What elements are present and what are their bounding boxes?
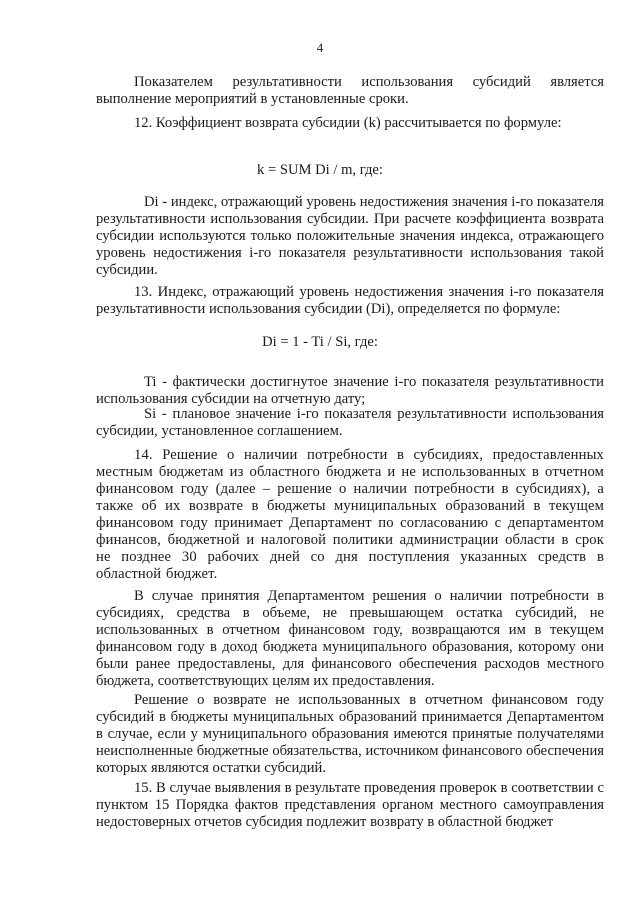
paragraph-13: 13. Индекс, отражающий уровень недостижения значения i-го показателя результативности использования субсидии (Di), определяется по формуле: — [96, 284, 604, 317]
paragraph-15: 15. В случае выявления в результате проведения проверок в соответствии с пунктом 15 Порядка фактов представления органом местного самоуправления недостоверных отчетов субсидия подлежит возврату в областной бюджет — [96, 780, 604, 830]
paragraph-14: 14. Решение о наличии потребности в субсидиях, предоставленных местным бюджетам из областного бюджета и не использованных в отчетном финансовом году (далее – решение о наличии потребности в субсидиях), а также об их возврате в бюджеты муниципальных образований в текущем финансовом году принимает Департамент по согласованию с департаментом финансов, бюджетной и налоговой политики администрации области в срок не позднее 30 рабочих дней со дня поступления указанных средств в областной бюджет. — [96, 447, 604, 582]
paragraph-si-definition: Si - плановое значение i-го показателя результативности использования субсидии, установленное соглашением. — [96, 406, 604, 439]
formula-k: k = SUM Di / m, где: — [257, 162, 383, 178]
paragraph-12: 12. Коэффициент возврата субсидии (k) рассчитывается по формуле: — [134, 115, 562, 131]
paragraph-14-case: В случае принятия Департаментом решения о наличии потребности в субсидиях, средства в объеме, не превышающем остатка субсидий, не использованных в отчетном финансовом году, возвращаются им в текущем финансовом году в доход бюджета муниципального образования, которому они были ранее предоставлены, для финансового обеспечения расходов местного бюджета, соответствующих целям их предоставления. — [96, 588, 604, 689]
paragraph-ti-definition: Ti - фактически достигнутое значение i-го показателя результативности использования субсидии на отчетную дату; — [96, 374, 604, 407]
paragraph-di-definition: Di - индекс, отражающий уровень недостижения значения i-го показателя результативности использования субсидии. При расчете коэффициента возврата субсидии используются только положительные значения индекса, отражающего уровень недостижения i-го показателя результативности использования такой субсидии. — [96, 194, 604, 278]
paragraph-indicator: Показателем результативности использования субсидий является выполнение мероприятий в установленные сроки. — [96, 74, 604, 107]
paragraph-14-return: Решение о возврате не использованных в отчетном финансовом году субсидий в бюджеты муниципальных образований принимается Департаментом в случае, если у муниципального образования имеются принятые получателями неисполненные бюджетные обязательства, источником финансового обеспечения которых являются остатки субсидий. — [96, 692, 604, 776]
formula-di: Di = 1 - Ti / Si, где: — [262, 334, 378, 350]
page-number: 4 — [316, 40, 324, 55]
